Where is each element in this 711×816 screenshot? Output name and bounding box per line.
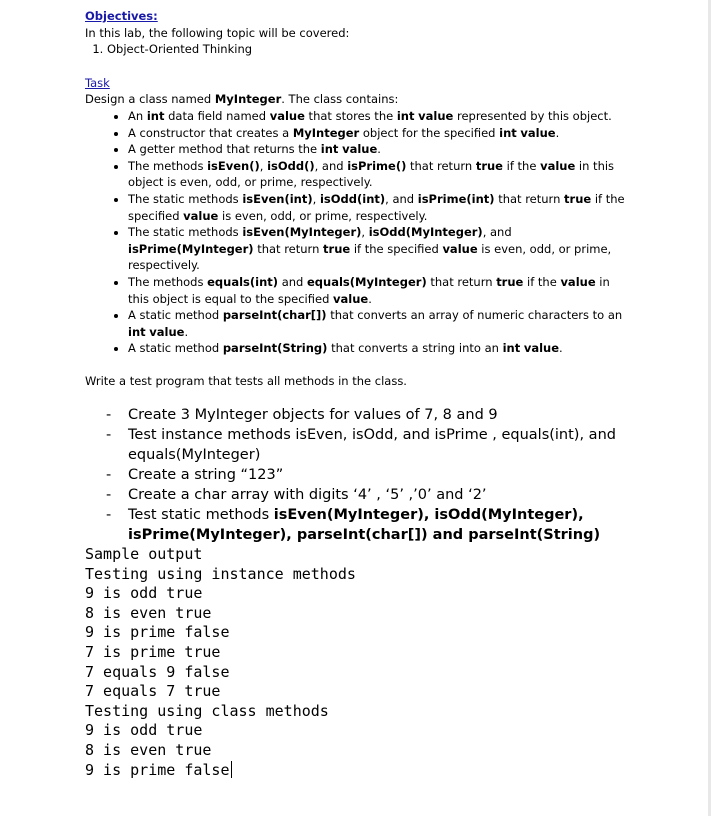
objectives-heading: Objectives:	[85, 9, 158, 23]
test-step-text: Create 3 MyInteger objects for values of 7, 8 and 9	[128, 407, 498, 424]
test-step: - Create a char array with digits ‘4’ , ‘5’ ,’0’ and ‘2’	[106, 487, 487, 504]
task-bullet: • The methods isEven(), isOdd(), and isPrime() that return true if the value in this object is even, odd, or prime, respectively.	[128, 158, 630, 191]
sample-output-line: 9 is odd true	[85, 721, 203, 740]
task-bullet: • A static method parseInt(String) that converts a string into an int value.	[128, 340, 630, 357]
sample-output-line: 7 equals 9 false	[85, 662, 230, 681]
document-body	[85, 8, 630, 545]
sample-output-last-text: 9 is prime false	[85, 760, 230, 779]
test-step-text: Create a char array with digits ‘4’ , ‘5’ ,’0’ and ‘2’	[128, 487, 487, 504]
task-bullet: • The static methods isEven(MyInteger), isOdd(MyInteger), and isPrime(MyInteger) that return true if the specified value is even, odd, or prime, respectively.	[128, 224, 630, 274]
sample-output-line: Testing using class methods	[85, 701, 329, 720]
objectives-intro: In this lab, the following topic will be covered:	[85, 25, 350, 40]
test-step-text: Create a string “123”	[128, 467, 284, 484]
test-program-intro: Write a test program that tests all methods in the class.	[85, 373, 407, 388]
task-bullet: • The methods equals(int) and equals(MyInteger) that return true if the value in this object is equal to the specified value.	[128, 274, 630, 307]
test-step-text: Test static methods isEven(MyInteger), isOdd(MyInteger), isPrime(MyInteger), parseInt(char[]) and parseInt(String)	[128, 507, 601, 544]
test-step: - Create a string “123”	[106, 467, 284, 484]
sample-output-line: 7 is prime true	[85, 642, 221, 661]
task-bullet: • The static methods isEven(int), isOdd(int), and isPrime(int) that return true if the specified value is even, odd, or prime, respectively.	[128, 191, 630, 224]
task-heading: Task	[85, 75, 110, 90]
sample-output	[85, 545, 356, 780]
sample-output-line	[85, 761, 356, 781]
sample-output-line: 9 is odd true	[85, 584, 203, 603]
sample-output-line: 7 equals 7 true	[85, 682, 221, 701]
sample-output-line: Sample output	[85, 545, 203, 563]
objective-item: 1. Object-Oriented Thinking	[107, 41, 630, 58]
test-step: - Create 3 MyInteger objects for values of 7, 8 and 9	[106, 407, 498, 424]
sample-output-line: Testing using instance methods	[85, 564, 356, 583]
text-cursor	[231, 761, 232, 778]
task-bullet: • A constructor that creates a MyInteger object for the specified int value.	[128, 125, 630, 142]
task-bullet: • A static method parseInt(char[]) that converts an array of numeric characters to an int value.	[128, 307, 630, 340]
task-intro: Design a class named MyInteger. The class contains:	[85, 92, 399, 107]
sample-output-line: 9 is prime false	[85, 623, 230, 642]
test-step: - Test instance methods isEven, isOdd, and isPrime , equals(int), and equals(MyInteger)	[106, 427, 616, 464]
objectives-list	[85, 41, 630, 58]
test-steps-list	[85, 405, 630, 545]
sample-output-line: 8 is even true	[85, 740, 212, 759]
task-bullet: • A getter method that returns the int value.	[128, 141, 630, 158]
task-bullet-list	[85, 108, 630, 357]
test-step: - Test static methods isEven(MyInteger), isOdd(MyInteger), isPrime(MyInteger), parseInt(char[]) and parseInt(String)	[106, 507, 601, 544]
sample-output-line: 8 is even true	[85, 603, 212, 622]
task-bullet: • An int data field named value that stores the int value represented by this object.	[128, 108, 630, 125]
test-step-text: Test instance methods isEven, isOdd, and isPrime , equals(int), and equals(MyInteger)	[128, 427, 616, 464]
